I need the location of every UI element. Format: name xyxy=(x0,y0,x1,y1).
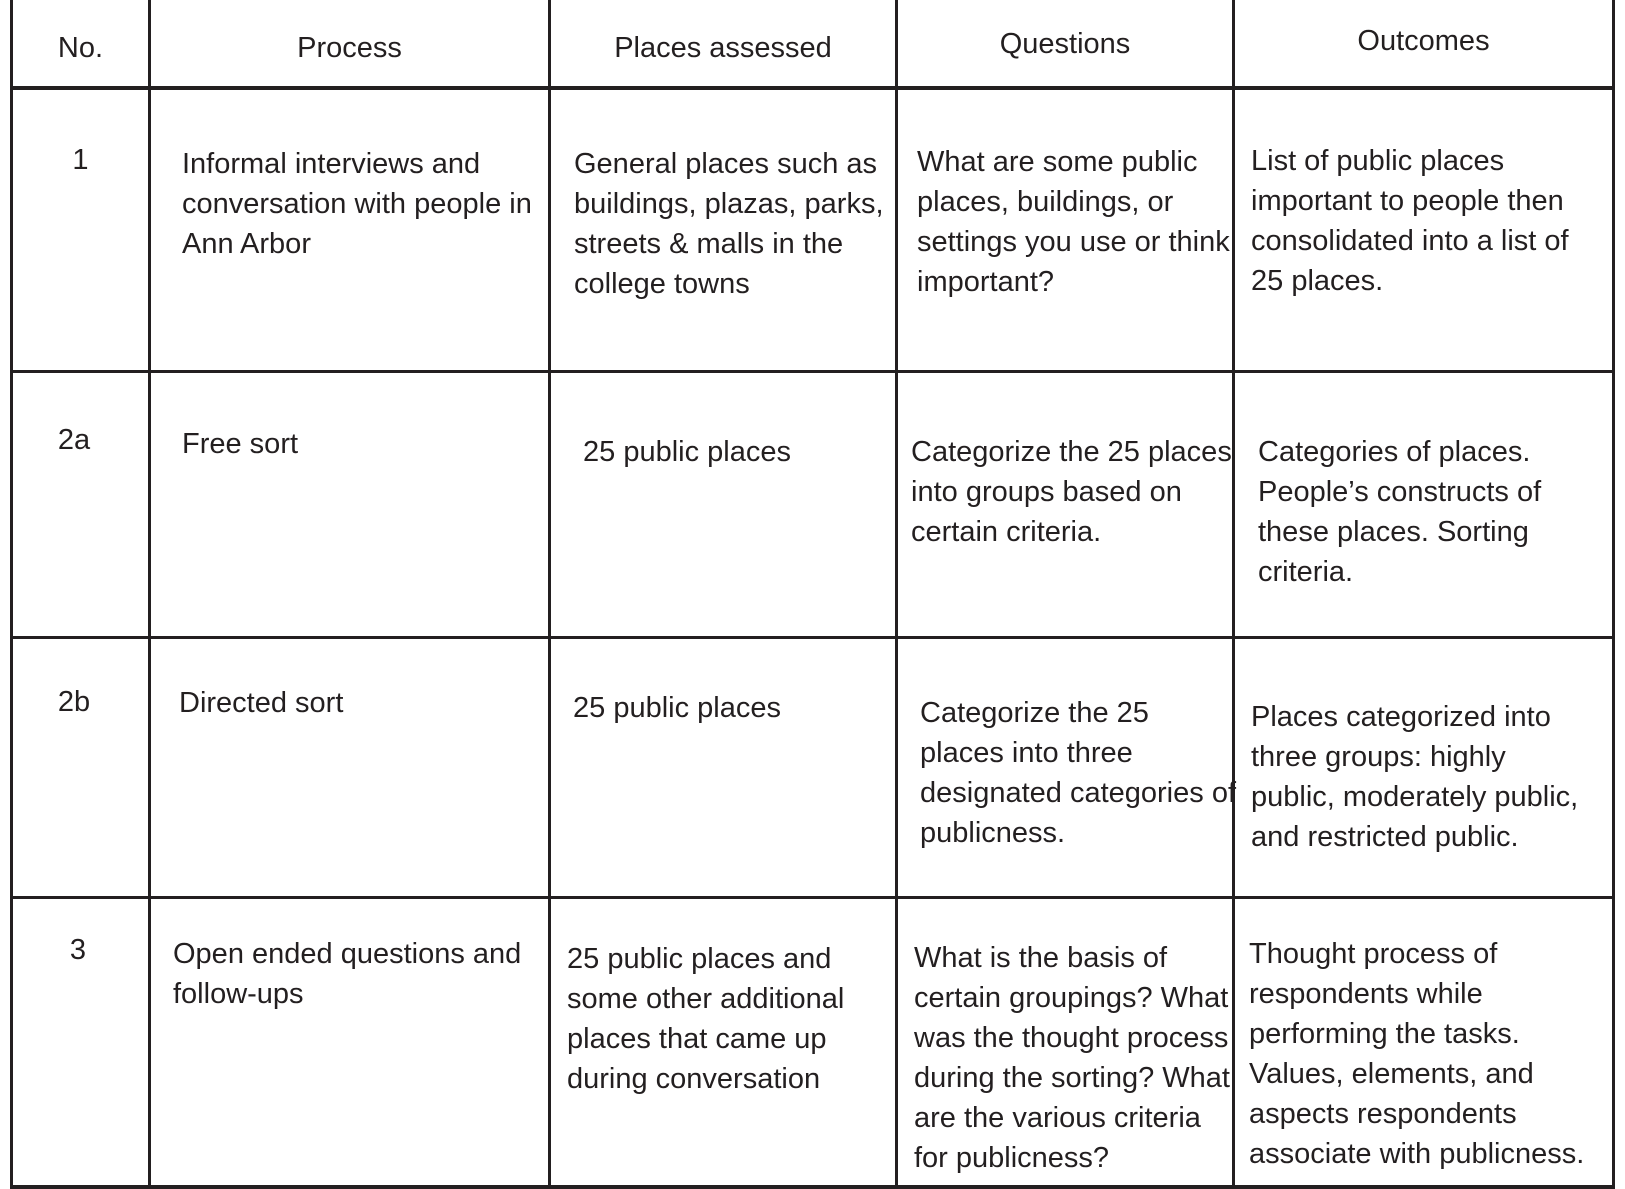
row-divider-1 xyxy=(10,370,1615,373)
row-1-process: Informal interviews and conversation with people in Ann Arbor xyxy=(182,148,532,260)
row-2b-number: 2b xyxy=(57,686,91,718)
row-2a-number: 2a xyxy=(57,424,91,456)
row-1-outcomes: List of public places important to people then consolidated into a list of 25 places. xyxy=(1251,145,1569,297)
row-2b-places-assessed: 25 public places xyxy=(573,692,781,724)
row-2b-process: Directed sort xyxy=(179,687,344,719)
row-2b-outcomes: Places categorized into three groups: highly public, moderately public, and restricted public. xyxy=(1251,701,1579,853)
row-divider-3 xyxy=(10,896,1615,899)
row-1-questions: What are some public places, buildings, or settings you use or think important? xyxy=(917,146,1230,298)
row-2a-questions: Categorize the 25 places into groups based on certain criteria. xyxy=(911,436,1232,548)
row-3-outcomes: Thought process of respondents while performing the tasks. Values, elements, and aspects respondents associate with publicness. xyxy=(1249,938,1585,1170)
row-1-places-assessed: General places such as buildings, plazas, parks, streets & malls in the college towns xyxy=(574,148,884,300)
row-2a-process: Free sort xyxy=(182,428,299,460)
column-divider-3 xyxy=(895,0,898,1189)
column-divider-1 xyxy=(148,0,151,1189)
header-divider xyxy=(10,86,1615,90)
header-questions: Questions xyxy=(999,28,1131,60)
row-3-questions: What is the basis of certain groupings? What was the thought process during the sorting? What are the various criteria for publicness? xyxy=(914,942,1230,1174)
header-no: No. xyxy=(57,32,104,64)
column-divider-2 xyxy=(548,0,551,1189)
header-outcomes: Outcomes xyxy=(1357,25,1490,57)
header-process: Process xyxy=(297,32,402,64)
row-3-process: Open ended questions and follow-ups xyxy=(173,938,522,1010)
row-2b-questions: Categorize the 25 places into three designated categories of publicness. xyxy=(920,697,1236,849)
row-3-places-assessed: 25 public places and some other additional places that came up during conversation xyxy=(567,943,845,1095)
row-3-number: 3 xyxy=(69,934,87,966)
column-divider-4 xyxy=(1232,0,1235,1189)
table-border-right xyxy=(1612,0,1615,1189)
table-border-bottom xyxy=(10,1185,1615,1189)
row-divider-2 xyxy=(10,636,1615,639)
header-places-assessed: Places assessed xyxy=(614,32,832,64)
row-2a-outcomes: Categories of places. People’s constructs of these places. Sorting criteria. xyxy=(1258,436,1542,588)
row-1-number: 1 xyxy=(72,144,89,176)
row-2a-places-assessed: 25 public places xyxy=(583,436,791,468)
